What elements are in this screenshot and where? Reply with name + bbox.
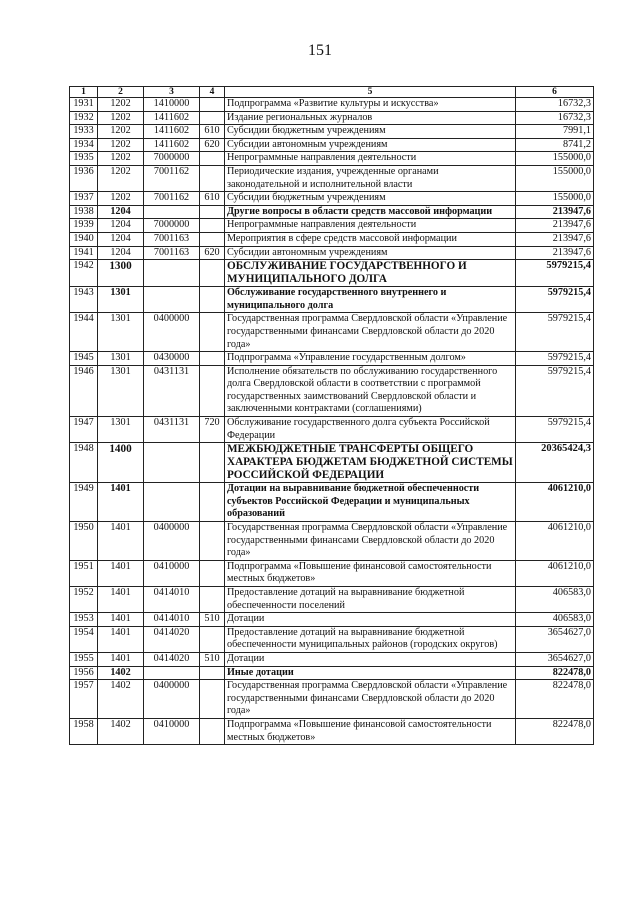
description-cell: Непрограммные направления деятельности <box>225 219 516 233</box>
expense-type-cell <box>200 313 225 352</box>
expense-type-cell <box>200 165 225 191</box>
target-code-cell: 7001163 <box>144 246 200 260</box>
row-number-cell: 1942 <box>70 260 98 287</box>
amount-cell: 213947,6 <box>516 219 594 233</box>
description-cell: Другие вопросы в области средств массовой информации <box>225 205 516 219</box>
table-row <box>70 483 594 522</box>
row-number-cell: 1941 <box>70 246 98 260</box>
amount-cell: 5979215,4 <box>516 287 594 313</box>
description-cell: Государственная программа Свердловской области «Управление государственными финансами Свердловской области до 2020 года» <box>225 313 516 352</box>
row-number-cell: 1958 <box>70 718 98 744</box>
expense-type-cell <box>200 626 225 652</box>
description-cell: Дотации <box>225 652 516 666</box>
table-body <box>70 98 594 745</box>
row-number-cell: 1949 <box>70 483 98 522</box>
col-header-section: 2 <box>98 87 144 98</box>
row-number-cell: 1945 <box>70 352 98 366</box>
table-row <box>70 666 594 680</box>
section-code-cell: 1301 <box>98 417 144 443</box>
expense-type-cell: 610 <box>200 192 225 206</box>
section-code-cell: 1400 <box>98 443 144 483</box>
section-code-cell: 1401 <box>98 560 144 586</box>
section-code-cell: 1202 <box>98 152 144 166</box>
expense-type-cell <box>200 219 225 233</box>
table-row <box>70 313 594 352</box>
row-number-cell: 1947 <box>70 417 98 443</box>
row-number-cell: 1931 <box>70 98 98 112</box>
description-cell: Подпрограмма «Развитие культуры и искусства» <box>225 98 516 112</box>
target-code-cell: 0410000 <box>144 560 200 586</box>
amount-cell: 16732,3 <box>516 98 594 112</box>
amount-cell: 4061210,0 <box>516 522 594 561</box>
table-row <box>70 652 594 666</box>
description-cell: Предоставление дотаций на выравнивание бюджетной обеспеченности муниципальных районов (городских округов) <box>225 626 516 652</box>
section-code-cell: 1202 <box>98 165 144 191</box>
description-cell: МЕЖБЮДЖЕТНЫЕ ТРАНСФЕРТЫ ОБЩЕГО ХАРАКТЕРА БЮДЖЕТАМ БЮДЖЕТНОЙ СИСТЕМЫ РОССИЙСКОЙ ФЕДЕРАЦИИ <box>225 443 516 483</box>
table-row <box>70 125 594 139</box>
row-number-cell: 1956 <box>70 666 98 680</box>
row-number-cell: 1955 <box>70 652 98 666</box>
expense-type-cell <box>200 111 225 125</box>
target-code-cell: 0400000 <box>144 680 200 719</box>
expense-type-cell <box>200 587 225 613</box>
section-code-cell: 1301 <box>98 352 144 366</box>
table-row <box>70 192 594 206</box>
amount-cell: 4061210,0 <box>516 560 594 586</box>
description-cell: Подпрограмма «Повышение финансовой самостоятельности местных бюджетов» <box>225 560 516 586</box>
amount-cell: 3654627,0 <box>516 652 594 666</box>
table-row <box>70 613 594 627</box>
section-code-cell: 1301 <box>98 287 144 313</box>
row-number-cell: 1953 <box>70 613 98 627</box>
description-cell: Государственная программа Свердловской области «Управление государственными финансами Свердловской области до 2020 года» <box>225 522 516 561</box>
row-number-cell: 1938 <box>70 205 98 219</box>
description-cell: Издание региональных журналов <box>225 111 516 125</box>
target-code-cell: 0410000 <box>144 718 200 744</box>
section-code-cell: 1202 <box>98 98 144 112</box>
target-code-cell <box>144 287 200 313</box>
expense-type-cell: 610 <box>200 125 225 139</box>
description-cell: Подпрограмма «Повышение финансовой самостоятельности местных бюджетов» <box>225 718 516 744</box>
table-row <box>70 138 594 152</box>
target-code-cell: 0430000 <box>144 352 200 366</box>
amount-cell: 213947,6 <box>516 246 594 260</box>
row-number-cell: 1932 <box>70 111 98 125</box>
expense-type-cell <box>200 365 225 416</box>
amount-cell: 5979215,4 <box>516 365 594 416</box>
target-code-cell: 1411602 <box>144 125 200 139</box>
section-code-cell: 1401 <box>98 652 144 666</box>
table-row <box>70 352 594 366</box>
target-code-cell <box>144 483 200 522</box>
row-number-cell: 1937 <box>70 192 98 206</box>
row-number-cell: 1946 <box>70 365 98 416</box>
target-code-cell <box>144 666 200 680</box>
target-code-cell: 0400000 <box>144 522 200 561</box>
table-row <box>70 443 594 483</box>
target-code-cell: 0414010 <box>144 587 200 613</box>
target-code-cell: 0414020 <box>144 626 200 652</box>
section-code-cell: 1204 <box>98 232 144 246</box>
expense-type-cell <box>200 560 225 586</box>
section-code-cell: 1204 <box>98 246 144 260</box>
expense-type-cell: 620 <box>200 138 225 152</box>
target-code-cell: 7000000 <box>144 219 200 233</box>
row-number-cell: 1934 <box>70 138 98 152</box>
amount-cell: 213947,6 <box>516 232 594 246</box>
amount-cell: 406583,0 <box>516 613 594 627</box>
page-number: 151 <box>308 42 332 59</box>
description-cell: Дотации <box>225 613 516 627</box>
target-code-cell <box>144 260 200 287</box>
description-cell: Субсидии автономным учреждениям <box>225 138 516 152</box>
table-row <box>70 718 594 744</box>
row-number-cell: 1939 <box>70 219 98 233</box>
expense-type-cell <box>200 287 225 313</box>
col-header-row-number: 1 <box>70 87 98 98</box>
target-code-cell: 7001162 <box>144 165 200 191</box>
target-code-cell: 1411602 <box>144 111 200 125</box>
amount-cell: 213947,6 <box>516 205 594 219</box>
amount-cell: 3654627,0 <box>516 626 594 652</box>
amount-cell: 5979215,4 <box>516 313 594 352</box>
row-number-cell: 1954 <box>70 626 98 652</box>
section-code-cell: 1202 <box>98 111 144 125</box>
description-cell: Государственная программа Свердловской области «Управление государственными финансами Свердловской области до 2020 года» <box>225 680 516 719</box>
table-row <box>70 98 594 112</box>
expense-type-cell <box>200 152 225 166</box>
table-row <box>70 219 594 233</box>
amount-cell: 406583,0 <box>516 587 594 613</box>
amount-cell: 4061210,0 <box>516 483 594 522</box>
section-code-cell: 1402 <box>98 666 144 680</box>
table-row <box>70 287 594 313</box>
expense-type-cell <box>200 205 225 219</box>
expense-type-cell: 720 <box>200 417 225 443</box>
description-cell: Обслуживание государственного долга субъекта Российской Федерации <box>225 417 516 443</box>
table-row <box>70 365 594 416</box>
description-cell: Предоставление дотаций на выравнивание бюджетной обеспеченности поселений <box>225 587 516 613</box>
expense-type-cell: 510 <box>200 652 225 666</box>
amount-cell: 822478,0 <box>516 666 594 680</box>
target-code-cell <box>144 443 200 483</box>
amount-cell: 155000,0 <box>516 152 594 166</box>
row-number-cell: 1950 <box>70 522 98 561</box>
table-row <box>70 260 594 287</box>
section-code-cell: 1202 <box>98 192 144 206</box>
amount-cell: 822478,0 <box>516 680 594 719</box>
section-code-cell: 1401 <box>98 522 144 561</box>
section-code-cell: 1204 <box>98 219 144 233</box>
row-number-cell: 1943 <box>70 287 98 313</box>
section-code-cell: 1401 <box>98 613 144 627</box>
table-row <box>70 522 594 561</box>
col-header-description: 5 <box>225 87 516 98</box>
target-code-cell: 0431131 <box>144 417 200 443</box>
amount-cell: 16732,3 <box>516 111 594 125</box>
table-row <box>70 232 594 246</box>
col-header-amount: 6 <box>516 87 594 98</box>
table-row <box>70 680 594 719</box>
amount-cell: 20365424,3 <box>516 443 594 483</box>
table-row <box>70 560 594 586</box>
description-cell: Периодические издания, учрежденные органами законодательной и исполнительной власти <box>225 165 516 191</box>
row-number-cell: 1936 <box>70 165 98 191</box>
amount-cell: 155000,0 <box>516 165 594 191</box>
expense-type-cell <box>200 680 225 719</box>
section-code-cell: 1401 <box>98 626 144 652</box>
section-code-cell: 1300 <box>98 260 144 287</box>
section-code-cell: 1204 <box>98 205 144 219</box>
description-cell: Субсидии бюджетным учреждениям <box>225 192 516 206</box>
expense-type-cell <box>200 98 225 112</box>
row-number-cell: 1948 <box>70 443 98 483</box>
amount-cell: 5979215,4 <box>516 417 594 443</box>
row-number-cell: 1957 <box>70 680 98 719</box>
description-cell: ОБСЛУЖИВАНИЕ ГОСУДАРСТВЕННОГО И МУНИЦИПАЛЬНОГО ДОЛГА <box>225 260 516 287</box>
target-code-cell: 0414020 <box>144 652 200 666</box>
expense-type-cell <box>200 352 225 366</box>
row-number-cell: 1952 <box>70 587 98 613</box>
target-code-cell <box>144 205 200 219</box>
row-number-cell: 1940 <box>70 232 98 246</box>
description-cell: Субсидии автономным учреждениям <box>225 246 516 260</box>
target-code-cell: 1411602 <box>144 138 200 152</box>
row-number-cell: 1935 <box>70 152 98 166</box>
row-number-cell: 1944 <box>70 313 98 352</box>
expense-type-cell <box>200 666 225 680</box>
expense-type-cell <box>200 260 225 287</box>
target-code-cell: 0431131 <box>144 365 200 416</box>
expense-type-cell: 620 <box>200 246 225 260</box>
table-header-row <box>70 87 594 98</box>
amount-cell: 5979215,4 <box>516 260 594 287</box>
expense-type-cell <box>200 522 225 561</box>
table-row <box>70 246 594 260</box>
description-cell: Иные дотации <box>225 666 516 680</box>
amount-cell: 7991,1 <box>516 125 594 139</box>
section-code-cell: 1301 <box>98 365 144 416</box>
description-cell: Обслуживание государственного внутреннего и муниципального долга <box>225 287 516 313</box>
col-header-target-code: 3 <box>144 87 200 98</box>
section-code-cell: 1401 <box>98 587 144 613</box>
section-code-cell: 1202 <box>98 138 144 152</box>
table-row <box>70 205 594 219</box>
table-row <box>70 152 594 166</box>
amount-cell: 5979215,4 <box>516 352 594 366</box>
description-cell: Мероприятия в сфере средств массовой информации <box>225 232 516 246</box>
expense-type-cell <box>200 443 225 483</box>
description-cell: Непрограммные направления деятельности <box>225 152 516 166</box>
table-row <box>70 111 594 125</box>
table-row <box>70 587 594 613</box>
target-code-cell: 7000000 <box>144 152 200 166</box>
expense-type-cell <box>200 483 225 522</box>
row-number-cell: 1933 <box>70 125 98 139</box>
amount-cell: 8741,2 <box>516 138 594 152</box>
description-cell: Субсидии бюджетным учреждениям <box>225 125 516 139</box>
section-code-cell: 1402 <box>98 680 144 719</box>
amount-cell: 822478,0 <box>516 718 594 744</box>
description-cell: Подпрограмма «Управление государственным долгом» <box>225 352 516 366</box>
section-code-cell: 1301 <box>98 313 144 352</box>
description-cell: Дотации на выравнивание бюджетной обеспеченности субъектов Российской Федерации и муниципальных образований <box>225 483 516 522</box>
target-code-cell: 0414010 <box>144 613 200 627</box>
target-code-cell: 0400000 <box>144 313 200 352</box>
table-row <box>70 626 594 652</box>
section-code-cell: 1202 <box>98 125 144 139</box>
col-header-expense-type: 4 <box>200 87 225 98</box>
expense-type-cell: 510 <box>200 613 225 627</box>
expense-type-cell <box>200 718 225 744</box>
target-code-cell: 7001162 <box>144 192 200 206</box>
section-code-cell: 1401 <box>98 483 144 522</box>
target-code-cell: 7001163 <box>144 232 200 246</box>
budget-table <box>69 86 594 745</box>
expense-type-cell <box>200 232 225 246</box>
row-number-cell: 1951 <box>70 560 98 586</box>
amount-cell: 155000,0 <box>516 192 594 206</box>
table-row <box>70 417 594 443</box>
table-row <box>70 165 594 191</box>
section-code-cell: 1402 <box>98 718 144 744</box>
target-code-cell: 1410000 <box>144 98 200 112</box>
description-cell: Исполнение обязательств по обслуживанию государственного долга Свердловской области в соответствии с программой государственных заимствований Свердловской области и заключенными контрактами (соглашениями) <box>225 365 516 416</box>
